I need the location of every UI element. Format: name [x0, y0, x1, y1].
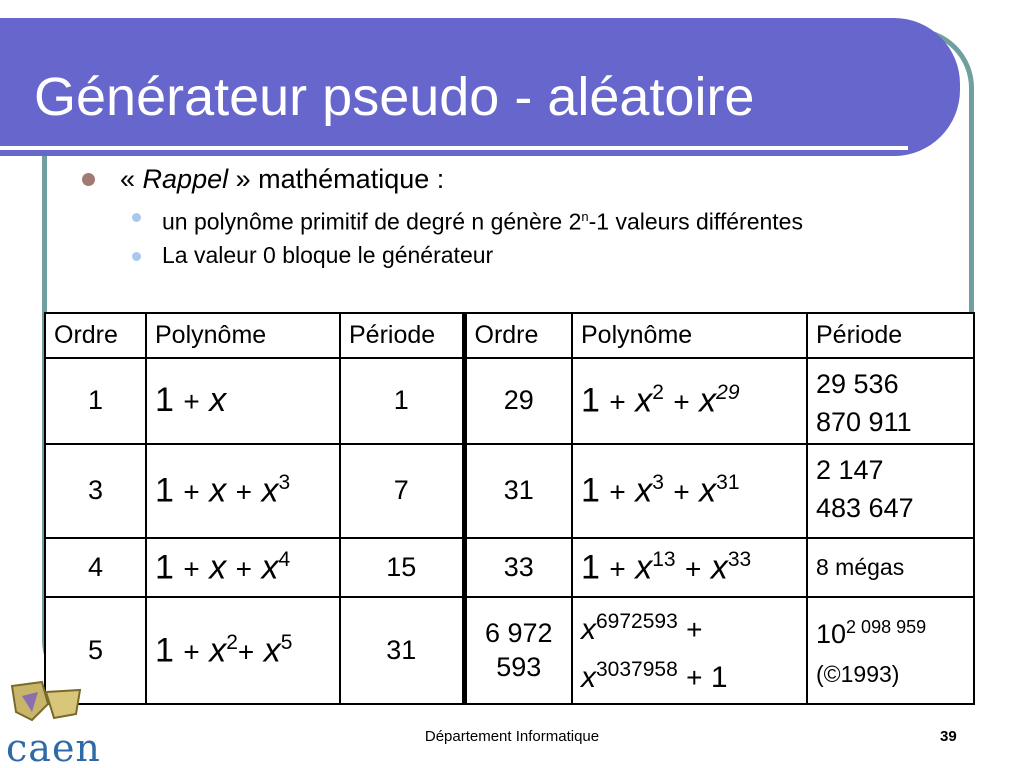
poly-term: x — [209, 547, 227, 586]
poly-term: x — [209, 471, 227, 510]
cell-ordre: 33 — [464, 538, 572, 597]
bullet-sub-1 — [128, 202, 960, 237]
footer-department: Département Informatique — [424, 728, 600, 745]
bullet-sub-2 — [128, 241, 960, 270]
ordre-line: 593 — [496, 652, 542, 683]
poly-term: x — [699, 471, 717, 510]
periode-power — [816, 607, 965, 654]
cell-periode: 31 — [340, 597, 464, 704]
cell-ordre: 31 — [464, 444, 572, 538]
header-periode: Période — [340, 313, 464, 358]
poly-const: 1 — [581, 381, 600, 420]
poly-term: x — [581, 613, 596, 647]
cell-periode: 7 — [340, 444, 464, 538]
poly-term: x — [261, 547, 279, 586]
cell-polynome: $1 + x + x^4$ — [146, 538, 340, 597]
poly-exp: 13 — [652, 547, 676, 571]
bullet-dot-icon — [82, 173, 95, 186]
sub-bullet-dot-icon — [132, 213, 141, 222]
ordre-line: 6 972 — [484, 618, 553, 649]
poly-term: x — [581, 661, 596, 695]
poly-term: x — [635, 547, 653, 586]
poly-term: x — [635, 381, 653, 420]
header-polynome: Polynôme — [146, 313, 340, 358]
table-header-row — [45, 313, 974, 358]
poly-exp: 33 — [727, 547, 752, 571]
cell-polynome: $1 + x^3 + x^{31}$ — [572, 444, 807, 538]
cell-periode — [807, 358, 974, 444]
header-ordre: Ordre — [45, 313, 146, 358]
table-row — [45, 597, 974, 704]
cell-periode: 1 — [340, 358, 464, 444]
periode-line: 870 911 — [816, 406, 912, 437]
table-row — [45, 538, 974, 597]
periode-line: 2 147 — [816, 454, 884, 485]
poly-term: x — [263, 631, 281, 670]
periode-base: 10 — [816, 618, 847, 649]
cell-polynome — [572, 597, 807, 704]
poly-term: x — [635, 471, 653, 510]
poly-exp: 3037958 — [596, 658, 678, 682]
slide-title: Générateur pseudo - aléatoire — [34, 67, 755, 127]
title-bar — [0, 18, 960, 156]
poly-const: 1 — [581, 471, 600, 510]
bullet-main-open: « — [120, 164, 136, 194]
cell-ordre: 3 — [45, 444, 146, 538]
bullet-main-italic: Rappel — [142, 164, 229, 194]
poly-term: x — [209, 631, 227, 670]
cell-ordre: 1 — [45, 358, 146, 444]
sub-bullet-dot-icon — [132, 252, 141, 261]
poly-term: x — [261, 471, 279, 510]
cell-periode — [807, 597, 974, 704]
periode-line: 29 536 — [816, 368, 899, 399]
poly-exp: 6972593 — [596, 610, 678, 634]
cell-ordre: 4 — [45, 538, 146, 597]
bullet-sub-2-text: La valeur 0 bloque le générateur — [162, 241, 494, 268]
poly-exp: 2 — [652, 381, 664, 405]
poly-exp: 5 — [280, 630, 293, 654]
header-periode-2: Période — [807, 313, 974, 358]
bullet-sub-1-sup: n — [581, 209, 589, 224]
logo-shape — [46, 690, 80, 718]
bullet-main-rest: » mathématique : — [235, 164, 445, 194]
page-number: 39 — [940, 728, 957, 745]
cell-periode: 8 mégas — [807, 538, 974, 597]
poly-exp: 3 — [652, 470, 664, 494]
cell-polynome: $1 + x^{13} + x^{33}$ — [572, 538, 807, 597]
poly-const: 1 — [155, 471, 174, 510]
poly-const: 1 — [155, 547, 174, 586]
bullet-main — [80, 160, 960, 198]
cell-periode: 15 — [340, 538, 464, 597]
cell-ordre — [464, 597, 572, 704]
poly-const: 1 — [710, 661, 728, 695]
poly-term: x — [699, 381, 717, 420]
cell-ordre: 5 — [45, 597, 146, 704]
logo-text: caen — [6, 726, 101, 768]
cell-ordre: 29 — [464, 358, 572, 444]
cell-polynome: $1 + x + x^3$ — [146, 444, 340, 538]
poly-exp: 31 — [716, 470, 740, 494]
periode-line: 483 647 — [816, 492, 914, 523]
polynomial-table — [44, 312, 975, 705]
title-underline — [0, 146, 908, 150]
header-polynome-2: Polynôme — [572, 313, 807, 358]
poly-const: 1 — [581, 547, 600, 586]
poly-exp: 2 — [226, 630, 238, 654]
poly-exp: 3 — [278, 470, 291, 494]
periode-note: (©1993) — [816, 660, 900, 687]
bullet-sub-1-after: -1 valeurs différentes — [588, 208, 803, 235]
poly-const: 1 — [155, 631, 174, 670]
cell-polynome: $1 + x^2 + x^{29}$ — [572, 358, 807, 444]
poly-term: x — [710, 547, 728, 586]
bullet-list — [80, 160, 960, 270]
poly-const: 1 — [155, 381, 174, 420]
table-row — [45, 444, 974, 538]
poly-line: $x^{3037958} + 1$ — [581, 658, 728, 695]
poly-line: $x^{6972593}$ + — [581, 610, 703, 647]
table-row — [45, 358, 974, 444]
header-ordre-2: Ordre — [464, 313, 572, 358]
cell-polynome: 1 + x — [146, 358, 340, 444]
poly-exp: 29 — [716, 381, 740, 405]
bullet-sub-1-before: un polynôme primitif de degré n génère 2 — [162, 208, 582, 235]
cell-periode — [807, 444, 974, 538]
periode-exp: 2 098 959 — [846, 616, 927, 637]
poly-exp: 4 — [278, 547, 291, 571]
cell-polynome: $1 + x^2+ x^5$ — [146, 597, 340, 704]
poly-term: x — [209, 381, 227, 420]
